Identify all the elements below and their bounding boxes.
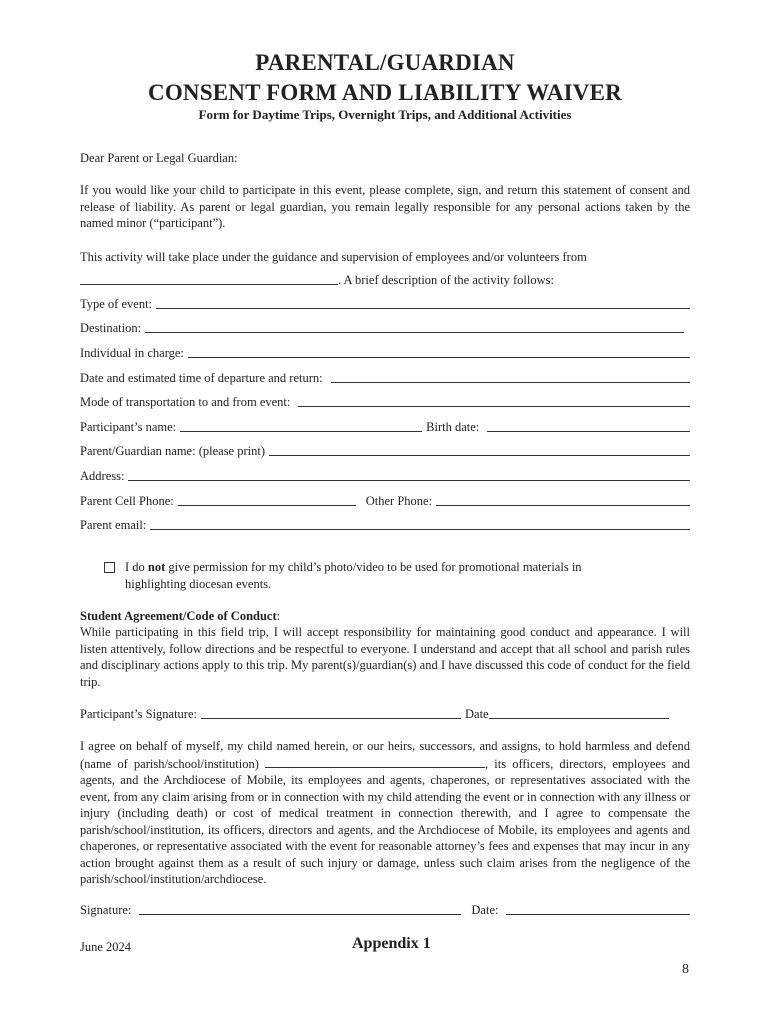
type-of-event-label: Type of event:: [80, 297, 153, 311]
participant-name-row: [80, 417, 690, 435]
photo-permission-checkbox[interactable]: [104, 562, 115, 573]
guardian-name-label: Parent/Guardian name: (please print): [80, 444, 265, 458]
departure-return-row: [80, 368, 690, 386]
departure-return-field[interactable]: [331, 370, 690, 383]
guidance-text: This activity will take place under the guidance and supervision of employees and/or volunteers from: [80, 250, 587, 264]
participant-signature-date-field[interactable]: [489, 706, 669, 719]
other-phone-field[interactable]: [436, 493, 690, 506]
participant-signature-row: [80, 704, 690, 722]
transportation-label: Mode of transportation to and from event:: [80, 395, 291, 409]
destination-label: Destination:: [80, 321, 142, 335]
institution-name-field[interactable]: [265, 755, 485, 768]
destination-field[interactable]: [145, 320, 684, 333]
signature-date-field[interactable]: [506, 902, 690, 915]
address-field[interactable]: [128, 468, 690, 481]
signature-field[interactable]: [139, 902, 461, 915]
photo-permission-line2: highlighting diocesan events.: [125, 576, 272, 591]
guardian-name-field[interactable]: [269, 443, 690, 456]
email-label: Parent email:: [80, 518, 147, 532]
participant-signature-label: Participant’s Signature:: [80, 707, 197, 721]
salutation: Dear Parent or Legal Guardian:: [80, 151, 238, 165]
footer-date: June 2024: [80, 940, 132, 954]
destination-row: [80, 318, 690, 336]
form-title-line2: CONSENT FORM AND LIABILITY WAIVER: [148, 80, 622, 105]
individual-in-charge-label: Individual in charge:: [80, 346, 184, 360]
individual-in-charge-row: [80, 343, 690, 361]
organization-field[interactable]: [80, 272, 338, 285]
address-row: [80, 466, 690, 484]
birth-date-label: Birth date:: [426, 420, 480, 434]
signature-label: Signature:: [80, 903, 132, 917]
participant-signature-field[interactable]: [201, 706, 461, 719]
agreement-heading: Student Agreement/Code of Conduct:: [80, 609, 281, 623]
photo-permission-text: I do not give permission for my child’s photo/video to be used for promotional materials in highlighting diocesan events.: [125, 560, 582, 591]
form-subtitle: Form for Daytime Trips, Overnight Trips, and Additional Activities: [198, 107, 572, 122]
email-row: [80, 515, 690, 533]
participant-signature-date-label: Date: [465, 707, 489, 721]
email-field[interactable]: [150, 517, 690, 530]
address-label: Address:: [80, 469, 125, 483]
departure-return-label: Date and estimated time of departure and return:: [80, 371, 323, 385]
photo-permission-emphasis: not: [147, 560, 166, 574]
participant-name-label: Participant’s name:: [80, 420, 177, 434]
other-phone-label: Other Phone:: [365, 494, 433, 508]
organization-row: [80, 270, 690, 288]
individual-in-charge-field[interactable]: [188, 345, 690, 358]
form-title-line1: PARENTAL/GUARDIAN: [255, 50, 515, 75]
type-of-event-field[interactable]: [156, 296, 690, 309]
agreement-text: While participating in this field trip, I will accept responsibility for maintaining good conduct and appearance. I will listen attentively, follow directions and be respectful to everyone. I understand and accept that all school and parish rules and disciplinary actions apply to this trip. My parent(s)/guardian(s) and I have discussed this code of conduct for the field trip.: [80, 625, 690, 689]
appendix-label: Appendix 1: [352, 935, 431, 952]
page-number: 8: [682, 962, 689, 977]
type-of-event-row: [80, 294, 690, 312]
participant-name-field[interactable]: [180, 419, 422, 432]
phone-row: [80, 491, 690, 509]
guardian-name-row: [80, 441, 690, 459]
brief-description-label: . A brief description of the activity follows:: [338, 273, 554, 287]
signature-row: [80, 900, 690, 918]
cell-phone-label: Parent Cell Phone:: [80, 494, 174, 508]
intro-paragraph: If you would like your child to participate in this event, please complete, sign, and return this statement of consent and release of liability. As parent or legal guardian, you remain legally responsible for any personal actions taken by the named minor (“participant”).: [80, 183, 690, 230]
signature-date-label: Date:: [471, 903, 499, 917]
transportation-field[interactable]: [298, 394, 690, 407]
transportation-row: [80, 392, 690, 410]
birth-date-field[interactable]: [487, 419, 690, 432]
waiver-paragraph: I agree on behalf of myself, my child named herein, or our heirs, successors, and assigns, to hold harmless and defend (name of parish/school/institution) , its officers, directors, employees and agents, and the Archdiocese of Mobile, its employees and agents, chaperones, or representatives associated with the event, from any claim arising from or in connection with my child attending the event or in connection with any illness or injury (including death) or cost of medical treatment in connection therewith, and I agree to compensate the parish/school/institution, its officers, directors and agents, and the Archdiocese of Mobile, its employees and agents and chaperones, or representative associated with the event for reasonable attorney’s fees and expenses that may incur in any action brought against them as a result of such injury or damage, unless such claim arises from the negligence of the parish/school/institution/archdiocese.: [80, 739, 690, 886]
cell-phone-field[interactable]: [178, 493, 356, 506]
